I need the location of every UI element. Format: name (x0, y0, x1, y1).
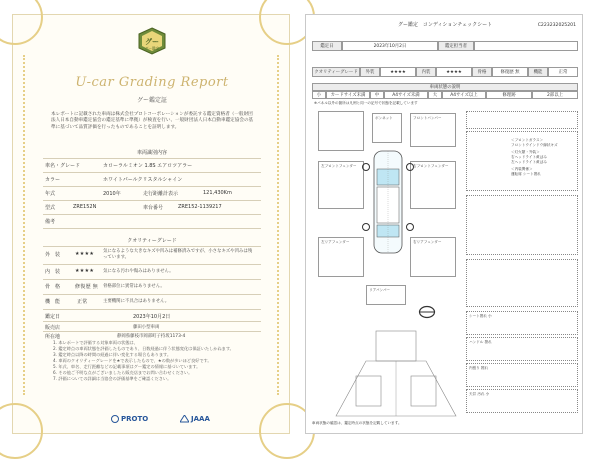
dealer-label: 販売店 (45, 325, 61, 331)
interior-desc: 気になる汚れや傷みはありません。 (103, 269, 174, 274)
model-value: ZRE152N (73, 204, 97, 210)
interior-label: 内 装 (45, 269, 61, 275)
divider (43, 228, 261, 229)
frame-desc: 骨格部位に異常はありません。 (103, 284, 165, 289)
legend-large-mark: 大 (428, 91, 442, 99)
proto-brand: PROTO (121, 415, 149, 423)
divider (43, 321, 261, 322)
wheel-icon (362, 223, 370, 231)
note-line: ＜内装関係＞ (511, 167, 533, 171)
part-label: 右リアフェンダー (413, 240, 442, 244)
function-desc: 主要機関に不具合はありません。 (103, 299, 170, 304)
divider (43, 279, 261, 280)
legend-repair: 修理跡 (486, 91, 532, 99)
wheel-icon (362, 163, 370, 171)
note-box (466, 311, 578, 335)
note-box (466, 195, 578, 255)
divider (43, 331, 261, 332)
report-title: U-car Grading Report (75, 75, 229, 90)
divider (43, 172, 261, 173)
interior-note: シート擦れ 小 (469, 314, 492, 318)
model-label: 型式 (45, 205, 56, 211)
function-label: 機 能 (45, 299, 61, 305)
chassis-label: 車台番号 (143, 205, 164, 211)
frame-label: 骨 格 (45, 284, 61, 290)
note-line: 4. 車両のクオリティーグレードを★で表示したもので、★の数が多いほど良好です。 (53, 358, 212, 363)
car-top-view-diagram (368, 147, 408, 257)
func-value: 正常 (548, 67, 578, 77)
grading-report-sheet (12, 14, 290, 434)
panel-box (372, 113, 402, 143)
sheet-footer: 車両状態の確認は、鑑定時点の状態を記載しています。 (312, 421, 402, 425)
ornament-vine (23, 55, 31, 395)
date-value: 2023年10月2日 (133, 314, 171, 320)
color-value: ホワイトパールクリスタルシャイン (103, 177, 183, 183)
legend-note: ※パネル以外の箇所は凡例と同一の記号で状態を記載しています (314, 101, 418, 105)
frame-label: 骨格 (472, 67, 492, 77)
note-line: 3. 鑑定時点以降の時間の経過に伴い変化する場合もあります。 (53, 352, 172, 357)
divider (43, 246, 261, 247)
legend-small-desc: カードサイズ未満 (326, 91, 370, 99)
vehicle-section-title: 車両識別内容 (136, 150, 167, 156)
exterior-label: 外 装 (45, 252, 61, 258)
jaaa-logo-icon (180, 415, 189, 423)
ext-stars: ★★★★ (380, 67, 416, 77)
sheet-code: C223232025201 (537, 23, 576, 28)
note-box (466, 131, 578, 191)
frame-value: 修復歴 無 (75, 284, 99, 290)
divider (43, 214, 261, 215)
part-label: フロントバンパー (413, 116, 442, 120)
interior-diagram (326, 321, 466, 421)
legend-medium-mark: 中 (370, 91, 384, 99)
note-line: フロントウインドウ線状キズ (511, 143, 558, 147)
part-label: リアバンパー (369, 288, 391, 292)
year-value: 2010年 (103, 191, 121, 197)
svg-text:グー: グー (145, 38, 159, 46)
date-label: 鑑定日 (312, 41, 342, 51)
note-line: ＜灯火類・外装＞ (511, 150, 540, 154)
part-label: 右フロントフェンダー (413, 164, 449, 168)
part-label: 左リアフェンダー (321, 240, 350, 244)
note-line: 2. 鑑定時点の車両状態を評価したものであり、日数経過に伴う状態変化は保証いたしかねます。 (53, 346, 234, 351)
address-label: 所在地 (45, 334, 61, 340)
inspector-label: 鑑定担当者 (438, 41, 474, 51)
note-line: 6. その他ご不明な点がございましたら販売店までお問い合わせください。 (53, 370, 193, 375)
remarks-label: 備考 (45, 219, 56, 225)
proto-logo-icon (111, 415, 119, 423)
int-stars: ★★★★ (436, 67, 472, 77)
ornament-vine (277, 55, 285, 395)
grade-label: クオリティーグレード (312, 67, 360, 77)
mileage-label: 走行距離計表示 (143, 191, 179, 197)
interior-note: 天井 汚れ 小 (469, 392, 490, 396)
disclaimer-notes (53, 340, 253, 382)
diagram-title: 車両状態の説明 (312, 83, 578, 91)
note-box (466, 389, 578, 413)
note-line: ＜フロントガラス＞ (511, 138, 544, 142)
svg-text:グー鑑定: グー鑑定 (144, 46, 160, 51)
interior-note: ハンドル 擦れ (469, 340, 492, 344)
report-subtitle: グー鑑定証 (136, 97, 167, 104)
divider (43, 186, 261, 187)
address-value: 静岡県藤枝市岡部町子持坂1173-4 (117, 334, 186, 339)
inspector-value (474, 41, 578, 51)
panel-box (318, 111, 364, 151)
exterior-stars: ★★★★ (75, 251, 95, 257)
note-line: 7. 評価についての詳細は当協会の評価基準をご確認ください。 (53, 376, 172, 381)
panel-box (410, 161, 456, 209)
color-label: カラー (45, 177, 61, 183)
quality-section-title: クオリティーグレード (127, 238, 177, 244)
interior-note: 内張り 擦れ (469, 366, 489, 370)
note-line: 右ヘッドライト黄ばみ (511, 155, 547, 159)
report-intro: 本レポートに記載された車両は株式会社プロトコーポレーションが委託する鑑定資格者（一般財団法人日本自動車鑑定協会の鑑定基準に準拠）が検査を行い、一般財団法人日本自動車鑑定協会の基準に基づいて品質評価を行ったものであることを証明します。 (51, 112, 254, 130)
goo-kantei-logo (137, 27, 167, 55)
year-label: 年式 (45, 191, 56, 197)
part-label: ボンネット (375, 116, 393, 120)
ext-label: 外装 (360, 67, 380, 77)
note-line: 1. 本レポートで評価する対象車両の状態は、 (53, 340, 138, 345)
legend-large-desc: A4サイズ以上 (442, 91, 486, 99)
car-name-value: カローラルミオン 1.8S エアロツアラー (103, 163, 193, 169)
ornament-corner (0, 403, 43, 459)
function-value: 正常 (77, 299, 88, 305)
legend-medium-desc: A4サイズ未満 (384, 91, 428, 99)
note-box (466, 337, 578, 361)
steering-wheel-icon (418, 305, 436, 319)
panel-box (410, 237, 456, 277)
chassis-value: ZRE152-1139217 (178, 204, 222, 210)
exterior-desc: 気になるような大きなキズや凹みは補修済みですが、小さなキズや凹みは残っています。 (103, 249, 253, 260)
divider (43, 309, 261, 310)
note-box (466, 111, 578, 129)
panel-box (410, 113, 456, 147)
divider (43, 200, 261, 201)
note-box (466, 363, 578, 387)
legend-multi: 2部以上 (532, 91, 578, 99)
condition-check-sheet (305, 14, 583, 434)
frame-value: 修復歴 無 (492, 67, 528, 77)
legend-small-mark: 小 (312, 91, 326, 99)
panel-box (366, 285, 406, 305)
divider (43, 158, 261, 159)
wheel-icon (406, 163, 414, 171)
date-value: 2023年10月2日 (342, 41, 438, 51)
note-line: 左ヘッドライト黄ばみ (511, 160, 547, 164)
int-label: 内装 (416, 67, 436, 77)
note-line: 運転席 シート擦れ (511, 172, 541, 176)
divider (43, 294, 261, 295)
dealer-value: 藤田小型車両 (133, 325, 160, 330)
car-name-label: 車名・グレード (45, 163, 81, 169)
interior-stars: ★★★★ (75, 268, 95, 274)
divider (43, 264, 261, 265)
note-line: 5. 年式、車名、走行距離などの記載事項はグー鑑定の情報に基づいています。 (53, 364, 201, 369)
panel-box (318, 161, 364, 209)
jaaa-brand: JAAA (191, 415, 210, 423)
date-label: 鑑定日 (45, 314, 61, 320)
mileage-value: 121,430Km (203, 190, 232, 196)
note-box (466, 259, 578, 307)
part-label: 左フロントフェンダー (321, 164, 357, 168)
sheet-title: グー鑑定 コンディションチェックシート (397, 22, 493, 28)
func-label: 機能 (528, 67, 548, 77)
panel-box (318, 237, 364, 277)
ornament-corner (0, 0, 43, 45)
wheel-icon (406, 223, 414, 231)
